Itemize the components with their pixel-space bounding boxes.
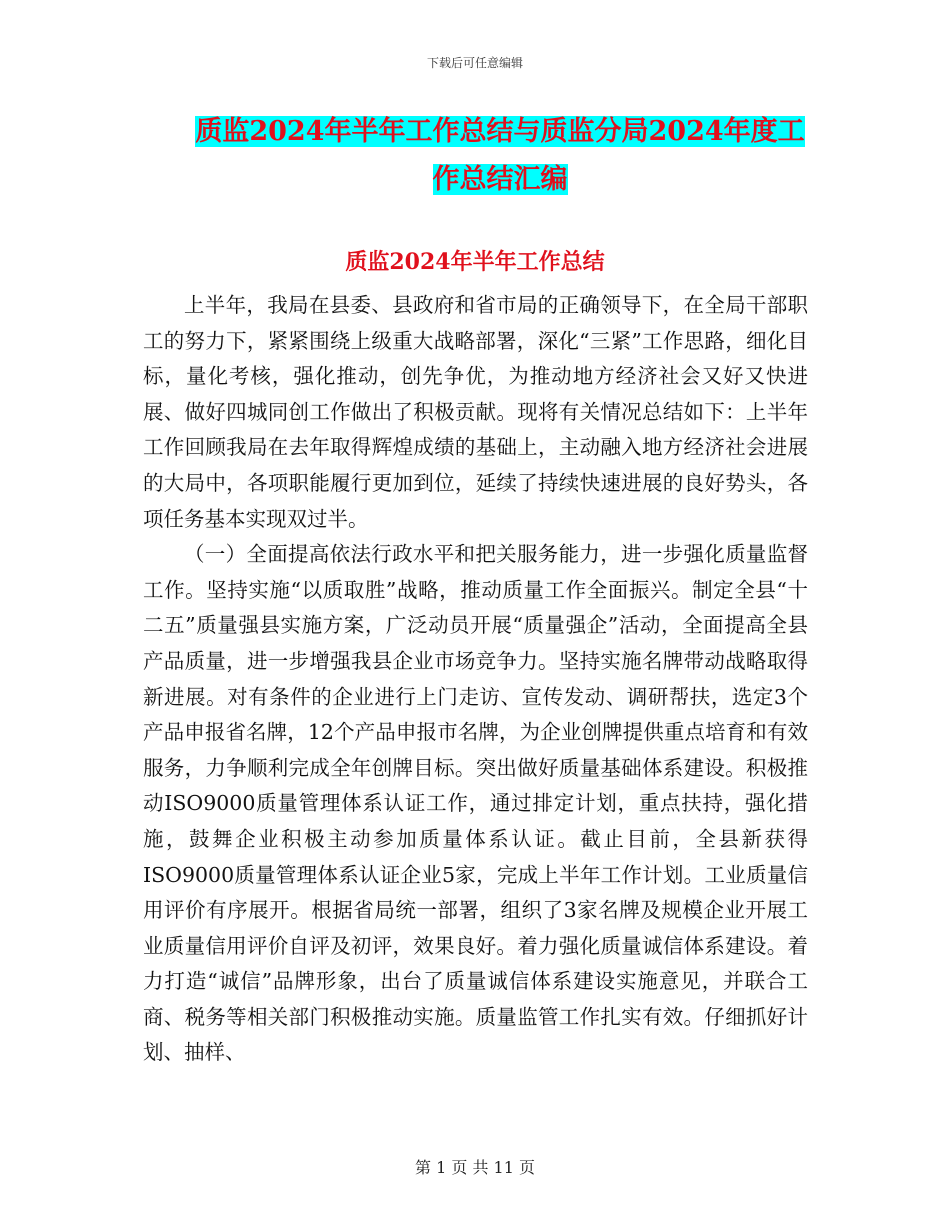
paragraph: 上半年，我局在县委、县政府和省市局的正确领导下，在全局干部职工的努力下，紧紧围绕上级重大战略部署，深化“三紧”工作思路，细化目标，量化考核，强化推动，创先争优，为推动地方经济社会又好又快进展、做好四城同创工作做出了积极贡献。现将有关情况总结如下：上半年工作回顾我局在去年取得辉煌成绩的基础上，主动融入地方经济社会进展的大局中，各项职能履行更加到位，延续了持续快速进展的良好势头，各项任务基本实现双过半。 [143, 293, 808, 531]
paragraph: （一）全面提高依法行政水平和把关服务能力，进一步强化质量监督工作。坚持实施“以质取胜”战略，推动质量工作全面振兴。制定全县“十二五”质量强县实施方案，广泛动员开展“质量强企”活动，全面提高全县产品质量，进一步增强我县企业市场竞争力。坚持实施名牌带动战略取得新进展。对有条件的企业进行上门走访、宣传发动、调研帮扶，选定3个产品申报省名牌，12个产品申报市名牌，为企业创牌提供重点培育和有效服务，力争顺利完成全年创牌目标。突出做好质量基础体系建设。积极推动ISO9000质量管理体系认证工作，通过排定计划，重点扶持，强化措施，鼓舞企业积极主动参加质量体系认证。截止目前，全县新获得ISO9000质量管理体系认证企业5家，完成上半年工作计划。工业质量信用评价有序展开。根据省局统一部署，组织了3家名牌及规模企业开展工业质量信用评价自评及初评，效果良好。着力强化质量诚信体系建设。着力打造“诚信”品牌形象，出台了质量诚信体系建设实施意见，并联合工商、税务等相关部门积极推动实施。质量监管工作扎实有效。仔细抓好计划、抽样、 [143, 542, 808, 1065]
section-title: 质监2024年半年工作总结 [345, 249, 605, 275]
header-note: 下载后可任意编辑 [426, 56, 523, 70]
document-title [190, 108, 810, 204]
page-footer: 第 1 页 共 11 页 [415, 1158, 535, 1177]
document-body [143, 288, 808, 1071]
document-title-text: 质监2024年半年工作总结与质监分局2024年度工作总结汇编 [195, 116, 805, 195]
